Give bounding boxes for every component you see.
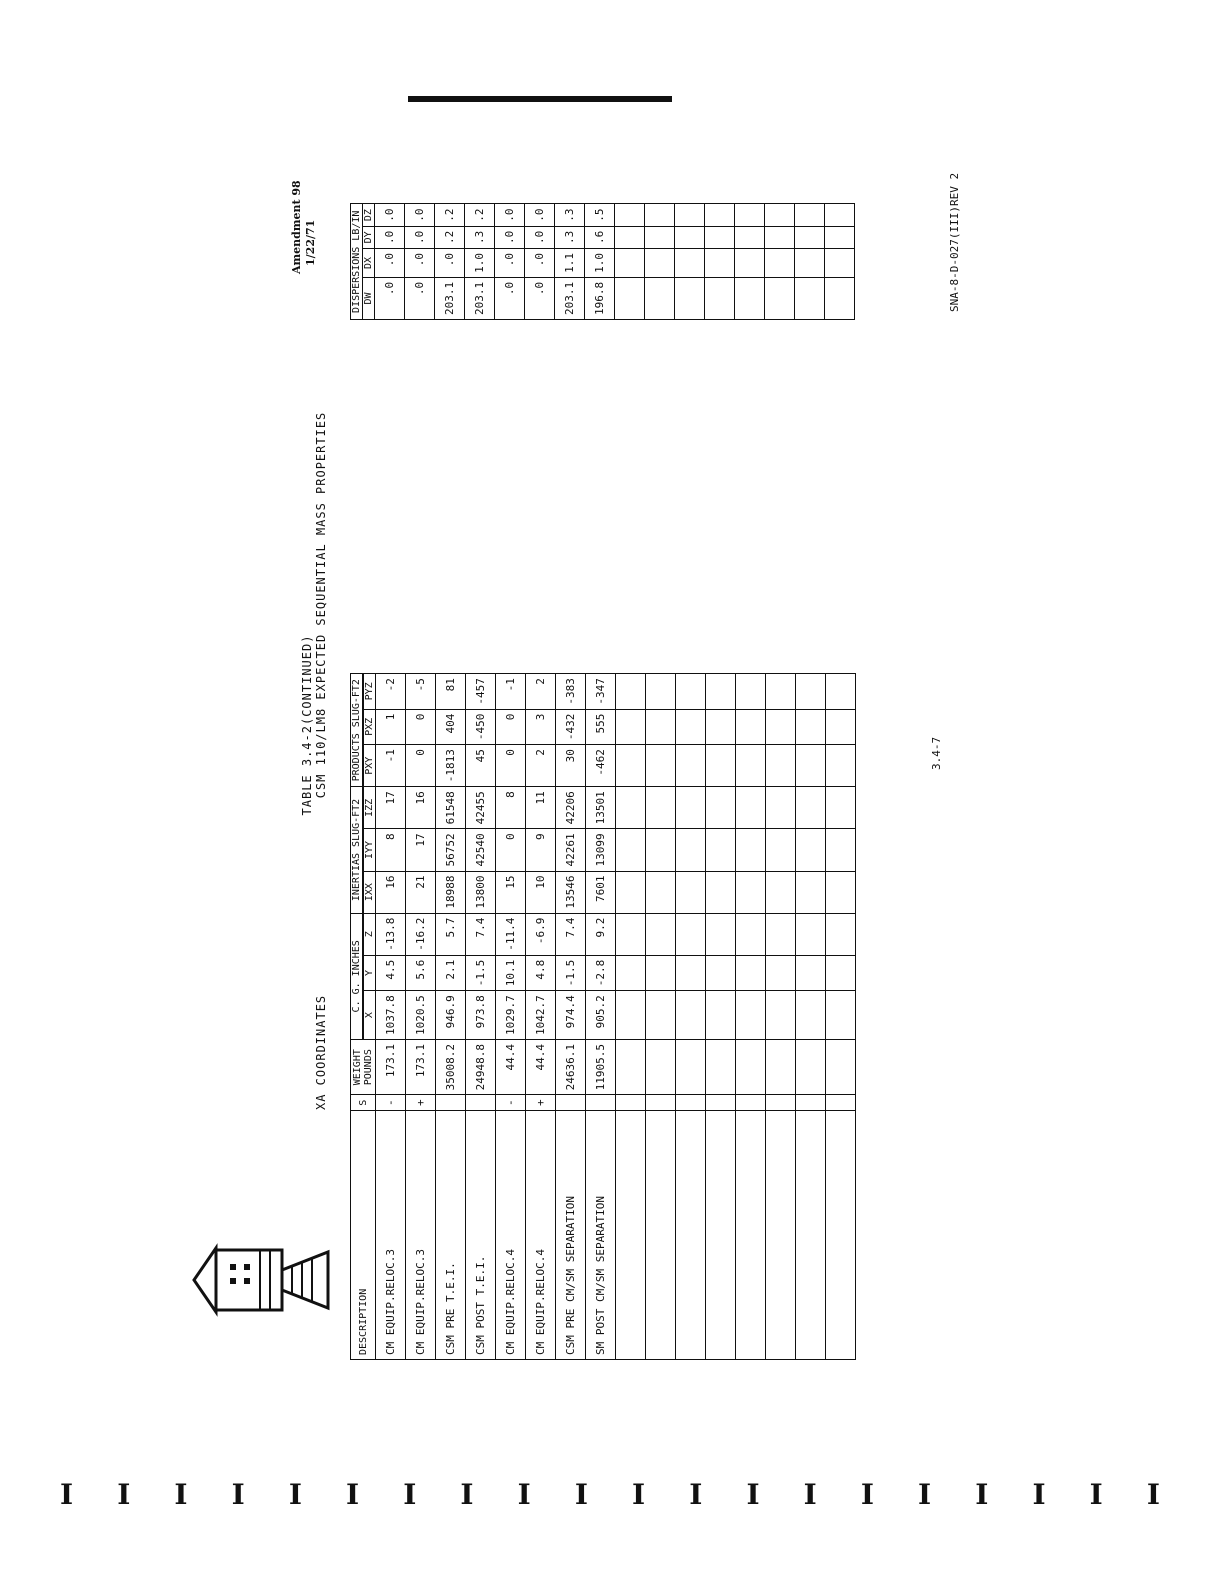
rotated-table-frame — [300, 90, 960, 1360]
cell-dz: .2 — [465, 204, 495, 226]
doc-id-block — [948, 172, 1087, 325]
cell-izz: 42455 — [466, 787, 496, 829]
cell-pxy: -1 — [376, 745, 406, 787]
cell-s: - — [376, 1095, 406, 1111]
cell-s — [436, 1095, 466, 1111]
cell-z: -16.2 — [406, 913, 436, 955]
cell-desc: CSM POST T.E.I. — [466, 1111, 496, 1360]
cell-iyy: 17 — [406, 829, 436, 871]
cell-ixx: 7601 — [586, 871, 616, 913]
cell-w: 173.1 — [376, 1040, 406, 1095]
cell-izz: 16 — [406, 787, 436, 829]
cell-pyz: -5 — [406, 674, 436, 710]
cell-z: 7.4 — [466, 913, 496, 955]
cell-x: 1042.7 — [526, 991, 556, 1040]
table-row — [585, 204, 615, 320]
table-row — [495, 204, 525, 320]
empty-row — [826, 674, 856, 1360]
col-ixx: IXX — [363, 871, 376, 913]
cell-y: 5.6 — [406, 955, 436, 991]
empty-row — [766, 674, 796, 1360]
cell-iyy: 8 — [376, 829, 406, 871]
cell-dz: .0 — [405, 204, 435, 226]
cell-y: 10.1 — [496, 955, 526, 991]
cell-ixx: 13546 — [556, 871, 586, 913]
cell-y: 2.1 — [436, 955, 466, 991]
cell-z: -11.4 — [496, 913, 526, 955]
cell-dw: .0 — [525, 277, 555, 319]
scan-registration-marks: I I I I I I I I I I I I I I I I I I I I — [60, 1478, 1160, 1511]
cell-w: 44.4 — [496, 1040, 526, 1095]
col-products-group: PRODUCTS SLUG-FT2 — [351, 674, 364, 787]
cell-desc: CM EQUIP.RELOC.4 — [526, 1111, 556, 1360]
empty-row — [616, 674, 646, 1360]
empty-row — [706, 674, 736, 1360]
cell-z: -13.8 — [376, 913, 406, 955]
cell-iyy: 56752 — [436, 829, 466, 871]
table-row — [526, 674, 556, 1360]
cell-ixx: 10 — [526, 871, 556, 913]
cell-ixx: 21 — [406, 871, 436, 913]
col-pxz: PXZ — [363, 709, 376, 745]
col-z: Z — [363, 913, 376, 955]
cell-pxz: 1 — [376, 709, 406, 745]
cell-dw: 203.1 — [435, 277, 465, 319]
cell-dx: .0 — [435, 249, 465, 278]
col-dw: DW — [363, 277, 375, 319]
col-dy: DY — [363, 226, 375, 248]
empty-row — [645, 204, 675, 320]
cell-pxz: 3 — [526, 709, 556, 745]
cell-pyz: 81 — [436, 674, 466, 710]
empty-row — [825, 204, 855, 320]
cell-ixx: 15 — [496, 871, 526, 913]
cell-izz: 8 — [496, 787, 526, 829]
cell-y: -1.5 — [466, 955, 496, 991]
cell-dw: .0 — [495, 277, 525, 319]
cell-s — [586, 1095, 616, 1111]
cell-w: 35008.2 — [436, 1040, 466, 1095]
table-row — [375, 204, 405, 320]
cell-w: 173.1 — [406, 1040, 436, 1095]
col-izz: IZZ — [363, 787, 376, 829]
col-dx: DX — [363, 249, 375, 278]
cell-ixx: 13800 — [466, 871, 496, 913]
cell-dw: 203.1 — [465, 277, 495, 319]
col-pxy: PXY — [363, 745, 376, 787]
cell-desc: SM POST CM/SM SEPARATION — [586, 1111, 616, 1360]
empty-row — [795, 204, 825, 320]
cell-pxz: -432 — [556, 709, 586, 745]
cell-s: + — [406, 1095, 436, 1111]
cell-dy: .6 — [585, 226, 615, 248]
table-row — [555, 204, 585, 320]
cell-dy: .2 — [435, 226, 465, 248]
empty-row — [765, 204, 795, 320]
cell-izz: 42206 — [556, 787, 586, 829]
cell-dz: .5 — [585, 204, 615, 226]
empty-row — [736, 674, 766, 1360]
cell-dz: .0 — [495, 204, 525, 226]
cell-izz: 11 — [526, 787, 556, 829]
empty-row — [796, 674, 826, 1360]
cell-ixx: 18988 — [436, 871, 466, 913]
table-row — [496, 674, 526, 1360]
cell-dx: .0 — [525, 249, 555, 278]
table-row — [405, 204, 435, 320]
cell-x: 1020.5 — [406, 991, 436, 1040]
cell-izz: 13501 — [586, 787, 616, 829]
amendment-date: 1/22/71 — [304, 219, 317, 266]
cell-pxy: -462 — [586, 745, 616, 787]
cell-y: 4.8 — [526, 955, 556, 991]
cell-s — [466, 1095, 496, 1111]
empty-row — [615, 204, 645, 320]
cell-x: 974.4 — [556, 991, 586, 1040]
col-dz: DZ — [363, 204, 375, 226]
cell-desc: CSM PRE T.E.I. — [436, 1111, 466, 1360]
empty-row — [735, 204, 765, 320]
empty-row — [675, 204, 705, 320]
col-y: Y — [363, 955, 376, 991]
cell-iyy: 42540 — [466, 829, 496, 871]
cell-pxy: 45 — [466, 745, 496, 787]
table-row — [466, 674, 496, 1360]
dispersions-table — [350, 204, 855, 321]
table-row — [586, 674, 616, 1360]
cell-y: -2.8 — [586, 955, 616, 991]
cell-pxy: 0 — [406, 745, 436, 787]
cell-pxz: 0 — [496, 709, 526, 745]
col-iyy: IYY — [363, 829, 376, 871]
cell-x: 946.9 — [436, 991, 466, 1040]
cell-dx: 1.0 — [585, 249, 615, 278]
cell-dx: 1.0 — [465, 249, 495, 278]
cell-dx: .0 — [375, 249, 405, 278]
cell-desc: CSM PRE CM/SM SEPARATION — [556, 1111, 586, 1360]
cell-z: 7.4 — [556, 913, 586, 955]
table-row — [406, 674, 436, 1360]
col-description: DESCRIPTION — [351, 1111, 376, 1360]
table-row — [436, 674, 466, 1360]
cell-w: 24636.1 — [556, 1040, 586, 1095]
mass-properties-table — [350, 673, 856, 1360]
cell-dz: .0 — [375, 204, 405, 226]
table-row — [435, 204, 465, 320]
cell-pxz: 0 — [406, 709, 436, 745]
cell-pxy: 2 — [526, 745, 556, 787]
cell-s — [556, 1095, 586, 1111]
cell-iyy: 9 — [526, 829, 556, 871]
cell-iyy: 0 — [496, 829, 526, 871]
cell-pyz: 2 — [526, 674, 556, 710]
cell-w: 44.4 — [526, 1040, 556, 1095]
cell-pxz: 555 — [586, 709, 616, 745]
empty-row — [705, 204, 735, 320]
cell-pxz: -450 — [466, 709, 496, 745]
cell-dz: .3 — [555, 204, 585, 226]
col-pyz: PYZ — [363, 674, 376, 710]
cell-x: 1029.7 — [496, 991, 526, 1040]
cell-desc: CM EQUIP.RELOC.3 — [376, 1111, 406, 1360]
cell-izz: 61548 — [436, 787, 466, 829]
cell-dy: .3 — [555, 226, 585, 248]
cell-pxy: 0 — [496, 745, 526, 787]
cell-x: 905.2 — [586, 991, 616, 1040]
cell-x: 973.8 — [466, 991, 496, 1040]
doc-id: SNA-8-D-027(III)REV 2 — [948, 172, 961, 312]
col-x: X — [363, 991, 376, 1040]
cell-z: 9.2 — [586, 913, 616, 955]
cell-s: + — [526, 1095, 556, 1111]
cell-pyz: -2 — [376, 674, 406, 710]
col-dispersions-group: DISPERSIONS LB/IN — [351, 204, 363, 320]
cell-dx: 1.1 — [555, 249, 585, 278]
cell-y: -1.5 — [556, 955, 586, 991]
cell-w: 11905.5 — [586, 1040, 616, 1095]
cell-dy: .3 — [465, 226, 495, 248]
amendment-number: Amendment 98 — [290, 180, 303, 274]
cell-desc: CM EQUIP.RELOC.4 — [496, 1111, 526, 1360]
cell-pyz: -1 — [496, 674, 526, 710]
cell-iyy: 42261 — [556, 829, 586, 871]
cell-ixx: 16 — [376, 871, 406, 913]
cell-dw: .0 — [405, 277, 435, 319]
col-weight: WEIGHT POUNDS — [351, 1040, 376, 1095]
cell-pxz: 404 — [436, 709, 466, 745]
col-cg-group: C. G. INCHES — [351, 913, 364, 1039]
cell-dy: .0 — [405, 226, 435, 248]
cell-izz: 17 — [376, 787, 406, 829]
table-row — [556, 674, 586, 1360]
coordinate-system-label: XA COORDINATES — [314, 994, 328, 1110]
cell-pyz: -457 — [466, 674, 496, 710]
cell-dz: .0 — [525, 204, 555, 226]
cell-dx: .0 — [495, 249, 525, 278]
cell-w: 24948.8 — [466, 1040, 496, 1095]
cell-pyz: -383 — [556, 674, 586, 710]
table-subtitle: CSM 110/LM8 EXPECTED SEQUENTIAL MASS PROPERTIES — [314, 411, 328, 799]
cell-y: 4.5 — [376, 955, 406, 991]
cell-dy: .0 — [495, 226, 525, 248]
cell-dy: .0 — [375, 226, 405, 248]
cell-iyy: 13099 — [586, 829, 616, 871]
cell-dw: .0 — [375, 277, 405, 319]
cell-pxy: 30 — [556, 745, 586, 787]
empty-row — [646, 674, 676, 1360]
cell-dz: .2 — [435, 204, 465, 226]
table-title: TABLE 3.4-2(CONTINUED) — [300, 634, 314, 816]
cell-desc: CM EQUIP.RELOC.3 — [406, 1111, 436, 1360]
page-number: 3.4-7 — [930, 736, 943, 770]
col-s: S — [351, 1095, 376, 1111]
cell-dx: .0 — [405, 249, 435, 278]
cell-dw: 203.1 — [555, 277, 585, 319]
table-row — [465, 204, 495, 320]
cell-s: - — [496, 1095, 526, 1111]
empty-row — [676, 674, 706, 1360]
cell-dy: .0 — [525, 226, 555, 248]
cell-dw: 196.8 — [585, 277, 615, 319]
col-inertias-group: INERTIAS SLUG-FT2 — [351, 787, 364, 913]
cell-x: 1037.8 — [376, 991, 406, 1040]
cell-pxy: -1813 — [436, 745, 466, 787]
cell-z: 5.7 — [436, 913, 466, 955]
cell-z: -6.9 — [526, 913, 556, 955]
table-row — [376, 674, 406, 1360]
table-row — [525, 204, 555, 320]
cell-pyz: -347 — [586, 674, 616, 710]
